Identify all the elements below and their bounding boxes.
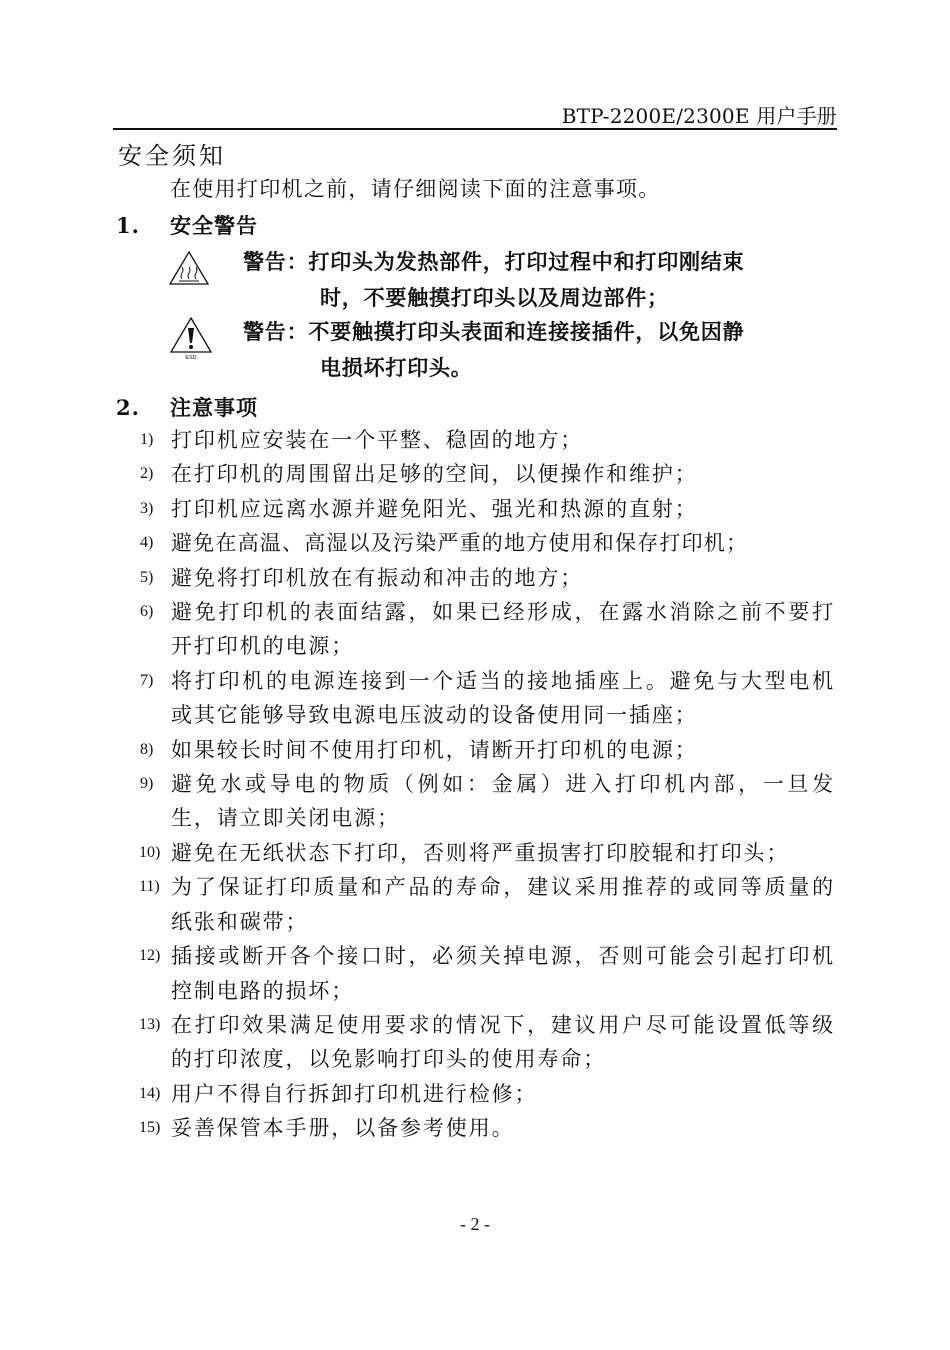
safety-heading-text: 安全警告 [170, 213, 258, 238]
list-item-number: 15) [139, 1119, 161, 1137]
list-item [0, 1111, 950, 1145]
list-item-number: 10) [139, 843, 161, 861]
list-item [0, 733, 950, 767]
list-item-number: 3) [140, 499, 154, 517]
page-header-title: BTP-2200E/2300E 用户手册 [561, 104, 837, 128]
warning-1-line1: 打印头为发热部件，打印过程中和打印刚结束 [308, 249, 745, 274]
list-item-text: 避免将打印机放在有振动和冲击的地方； [171, 565, 584, 590]
list-item-number: 13) [139, 1015, 161, 1033]
list-item [0, 561, 950, 595]
list-item [0, 870, 950, 939]
list-item-text: 避免水或导电的物质（例如：金属）进入打印机内部，一旦发生，请立即关闭电源； [171, 772, 835, 831]
esd-icon-label: ESD [185, 355, 197, 360]
list-item [0, 767, 950, 836]
list-item [0, 939, 950, 1008]
list-item [0, 664, 950, 733]
list-item-text: 在打印机的周围留出足够的空间，以便操作和维护； [171, 462, 698, 487]
list-item [0, 1077, 950, 1111]
list-item-text: 避免打印机的表面结露，如果已经形成，在露水消除之前不要打开打印机的电源； [171, 600, 835, 659]
section-title: 安全须知 [118, 142, 226, 170]
notes-heading [116, 392, 258, 422]
list-item-text: 插接或断开各个接口时，必须关掉电源，否则可能会引起打印机控制电路的损坏； [171, 944, 835, 1003]
list-item [0, 526, 950, 560]
list-item-number: 8) [140, 740, 154, 758]
notes-heading-text: 注意事项 [170, 395, 258, 420]
list-item-text: 打印机应远离水源并避免阳光、强光和热源的直射； [171, 496, 698, 521]
list-item-number: 12) [139, 947, 161, 965]
list-item-text: 如果较长时间不使用打印机，请断开打印机的电源； [171, 737, 698, 762]
list-item [0, 1008, 950, 1077]
list-item-number: 1) [140, 431, 154, 448]
page-number: - 2 - [460, 1214, 490, 1234]
list-item [0, 457, 950, 491]
intro-paragraph: 在使用打印机之前，请仔细阅读下面的注意事项。 [170, 177, 661, 201]
warning-1-text [243, 244, 744, 316]
warning-2-text [243, 314, 744, 386]
list-item-number: 11) [139, 878, 160, 896]
list-item [0, 423, 950, 457]
list-item [0, 836, 950, 870]
warning-1-label: 警告： [243, 249, 309, 274]
list-item-number: 2) [140, 465, 154, 483]
header-divider [113, 128, 837, 130]
warning-1-line2: 时，不要触摸打印头以及周边部件； [320, 285, 669, 310]
list-item-number: 6) [140, 603, 154, 621]
notes-list [0, 423, 950, 1146]
list-item-text: 用户不得自行拆卸打印机进行检修； [171, 1081, 538, 1106]
list-item-text: 在打印效果满足使用要求的情况下，建议用户尽可能设置低等级的打印浓度，以免影响打印头的使用寿命； [171, 1012, 835, 1072]
list-item-number: 7) [140, 671, 154, 689]
warning-2-line2: 电损坏打印头。 [320, 355, 473, 380]
notes-heading-number: 2. [116, 395, 140, 420]
list-item-number: 4) [140, 534, 154, 552]
list-item [0, 492, 950, 526]
list-item [0, 595, 950, 664]
safety-heading [116, 210, 258, 240]
list-item-number: 9) [140, 775, 154, 793]
list-item-number: 5) [140, 568, 154, 586]
list-item-text: 将打印机的电源连接到一个适当的接地插座上。避免与大型电机或其它能够导致电源电压波动的设备使用同一插座； [171, 668, 835, 728]
list-item-text: 打印机应安装在一个平整、稳固的地方； [171, 428, 584, 452]
safety-heading-number: 1. [116, 213, 140, 238]
list-item-text: 避免在无纸状态下打印，否则将严重损害打印胶辊和打印头； [171, 840, 790, 865]
list-item-text: 为了保证打印质量和产品的寿命，建议采用推荐的或同等质量的纸张和碳带； [171, 875, 835, 934]
hot-surface-warning-icon [168, 250, 210, 286]
warning-2-label: 警告： [243, 319, 309, 344]
list-item-text: 避免在高温、高湿以及污染严重的地方使用和保存打印机； [171, 531, 749, 556]
list-item-text: 妥善保管本手册，以备参考使用。 [171, 1116, 515, 1141]
list-item-number: 14) [139, 1084, 161, 1102]
warning-2-line1: 不要触摸打印头表面和连接接插件，以免因静 [308, 319, 745, 344]
esd-warning-icon [168, 316, 214, 360]
